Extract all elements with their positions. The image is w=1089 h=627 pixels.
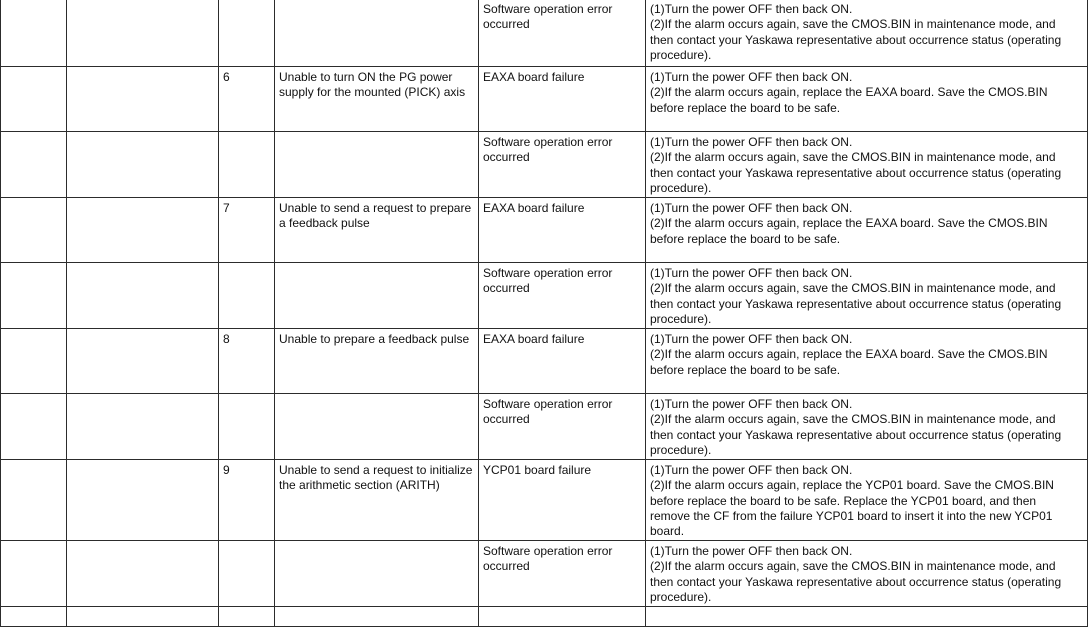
remedy-line: (2)If the alarm occurs again, replace the EAXA board. Save the CMOS.BIN <box>650 347 1048 362</box>
cause-cell-text: EAXA board failure <box>483 201 585 215</box>
table-row <box>1 198 1088 263</box>
sub-code-cell <box>219 460 275 541</box>
blank-cell <box>1 67 67 132</box>
remedy-cell <box>646 263 1088 329</box>
blank-cell <box>67 0 219 67</box>
sub-code-cell-text: 7 <box>223 201 230 215</box>
remedy-line: then contact your Yaskawa representative about occurrence status (operating <box>650 427 1062 442</box>
description-cell-text: Unable to prepare a feedback pulse <box>279 332 470 346</box>
remedy-line: before replace the board to be safe. Replace the YCP01 board, and then <box>650 493 1037 508</box>
blank-cell <box>67 329 219 394</box>
remedy-line: then contact your Yaskawa representative about occurrence status (operating <box>650 574 1062 589</box>
remedy-line: (1)Turn the power OFF then back ON. <box>650 463 853 477</box>
remedy-line: before replace the board to be safe. <box>650 100 841 115</box>
remedy-cell <box>646 460 1088 541</box>
blank-cell <box>67 67 219 132</box>
remedy-line: (1)Turn the power OFF then back ON. <box>650 201 853 215</box>
remedy-line: (1)Turn the power OFF then back ON. <box>650 135 853 149</box>
table-row <box>1 541 1088 607</box>
remedy-line: before replace the board to be safe. <box>650 362 841 377</box>
description-cell <box>275 263 479 329</box>
cause-cell-text: EAXA board failure <box>483 332 585 346</box>
table-row <box>1 132 1088 198</box>
remedy-cell <box>646 329 1088 394</box>
remedy-cell <box>646 67 1088 132</box>
remedy-line: remove the CF from the failure YCP01 board to insert it into the new YCP01 <box>650 508 1053 523</box>
remedy-line: (2)If the alarm occurs again, save the CMOS.BIN in maintenance mode, and <box>650 412 1056 427</box>
sub-code-cell <box>219 132 275 198</box>
blank-cell <box>67 198 219 263</box>
cause-cell-text: Software operation error occurred <box>483 135 613 165</box>
remedy-line: then contact your Yaskawa representative about occurrence status (operating <box>650 32 1062 47</box>
remedy-line: (2)If the alarm occurs again, replace the YCP01 board. Save the CMOS.BIN <box>650 478 1054 493</box>
sub-code-cell <box>219 607 275 627</box>
remedy-line: (1)Turn the power OFF then back ON. <box>650 544 853 558</box>
blank-cell <box>1 198 67 263</box>
cause-cell-text: Software operation error occurred <box>483 397 613 427</box>
remedy-line: (2)If the alarm occurs again, replace the EAXA board. Save the CMOS.BIN <box>650 85 1048 100</box>
remedy-line: (1)Turn the power OFF then back ON. <box>650 70 853 84</box>
blank-cell <box>1 607 67 627</box>
cause-cell <box>479 329 646 394</box>
blank-cell <box>1 329 67 394</box>
remedy-line: (1)Turn the power OFF then back ON. <box>650 2 853 16</box>
sub-code-cell <box>219 263 275 329</box>
remedy-cell <box>646 0 1088 67</box>
description-cell <box>275 460 479 541</box>
blank-cell <box>67 394 219 460</box>
cause-cell-text: EAXA board failure <box>483 70 585 84</box>
table-row <box>1 0 1088 67</box>
remedy-line: procedure). <box>650 311 712 326</box>
remedy-line: (2)If the alarm occurs again, save the CMOS.BIN in maintenance mode, and <box>650 17 1056 32</box>
sub-code-cell <box>219 394 275 460</box>
remedy-line: procedure). <box>650 47 712 62</box>
blank-cell <box>67 263 219 329</box>
table-row <box>1 67 1088 132</box>
description-cell <box>275 541 479 607</box>
cause-cell-text: YCP01 board failure <box>483 463 592 477</box>
cause-cell <box>479 394 646 460</box>
cause-cell-text: Software operation error occurred <box>483 2 613 32</box>
sub-code-cell <box>219 198 275 263</box>
cause-cell <box>479 0 646 67</box>
remedy-line: (2)If the alarm occurs again, save the CMOS.BIN in maintenance mode, and <box>650 150 1056 165</box>
sub-code-cell <box>219 329 275 394</box>
blank-cell <box>67 607 219 627</box>
sub-code-cell-text: 9 <box>223 463 230 477</box>
remedy-line: (2)If the alarm occurs again, replace the EAXA board. Save the CMOS.BIN <box>650 216 1048 231</box>
cause-cell <box>479 132 646 198</box>
remedy-line: before replace the board to be safe. <box>650 231 841 246</box>
remedy-line: then contact your Yaskawa representative about occurrence status (operating <box>650 296 1062 311</box>
description-cell <box>275 198 479 263</box>
blank-cell <box>67 132 219 198</box>
blank-cell <box>1 0 67 67</box>
remedy-line: (2)If the alarm occurs again, save the CMOS.BIN in maintenance mode, and <box>650 281 1056 296</box>
remedy-line: (2)If the alarm occurs again, save the CMOS.BIN in maintenance mode, and <box>650 559 1056 574</box>
table-row <box>1 460 1088 541</box>
description-cell <box>275 329 479 394</box>
blank-cell <box>1 541 67 607</box>
table-row <box>1 329 1088 394</box>
cause-cell <box>479 198 646 263</box>
cause-cell <box>479 460 646 541</box>
remedy-cell <box>646 394 1088 460</box>
sub-code-cell <box>219 541 275 607</box>
remedy-line: board. <box>650 524 685 539</box>
remedy-line: procedure). <box>650 442 712 457</box>
sub-code-cell-text: 8 <box>223 332 230 346</box>
remedy-cell <box>646 132 1088 198</box>
blank-cell <box>1 263 67 329</box>
blank-cell <box>1 394 67 460</box>
remedy-line: (1)Turn the power OFF then back ON. <box>650 397 853 411</box>
cause-cell <box>479 263 646 329</box>
blank-cell <box>67 460 219 541</box>
cause-cell-text: Software operation error occurred <box>483 266 613 296</box>
remedy-line: then contact your Yaskawa representative about occurrence status (operating <box>650 165 1062 180</box>
remedy-line: (1)Turn the power OFF then back ON. <box>650 332 853 346</box>
remedy-cell <box>646 541 1088 607</box>
remedy-line: procedure). <box>650 589 712 604</box>
remedy-line: procedure). <box>650 180 712 195</box>
sub-code-cell <box>219 67 275 132</box>
description-cell-text: Unable to turn ON the PG power supply for the mounted (PICK) axis <box>279 70 466 100</box>
description-cell <box>275 132 479 198</box>
sub-code-cell-text: 6 <box>223 70 230 84</box>
description-cell <box>275 607 479 627</box>
remedy-line: (1)Turn the power OFF then back ON. <box>650 266 853 280</box>
table-row <box>1 394 1088 460</box>
description-cell <box>275 67 479 132</box>
blank-cell <box>1 132 67 198</box>
blank-cell <box>67 541 219 607</box>
remedy-cell <box>646 198 1088 263</box>
sub-code-cell <box>219 0 275 67</box>
table-row <box>1 607 1088 627</box>
description-cell-text: Unable to send a request to initialize the arithmetic section (ARITH) <box>279 463 473 493</box>
description-cell-text: Unable to send a request to prepare a feedback pulse <box>279 201 472 231</box>
description-cell <box>275 394 479 460</box>
cause-cell <box>479 67 646 132</box>
remedy-cell <box>646 607 1088 627</box>
table-body <box>1 0 1088 627</box>
cause-cell <box>479 607 646 627</box>
cause-cell <box>479 541 646 607</box>
blank-cell <box>1 460 67 541</box>
table-row <box>1 263 1088 329</box>
description-cell <box>275 0 479 67</box>
cause-cell-text: Software operation error occurred <box>483 544 613 574</box>
